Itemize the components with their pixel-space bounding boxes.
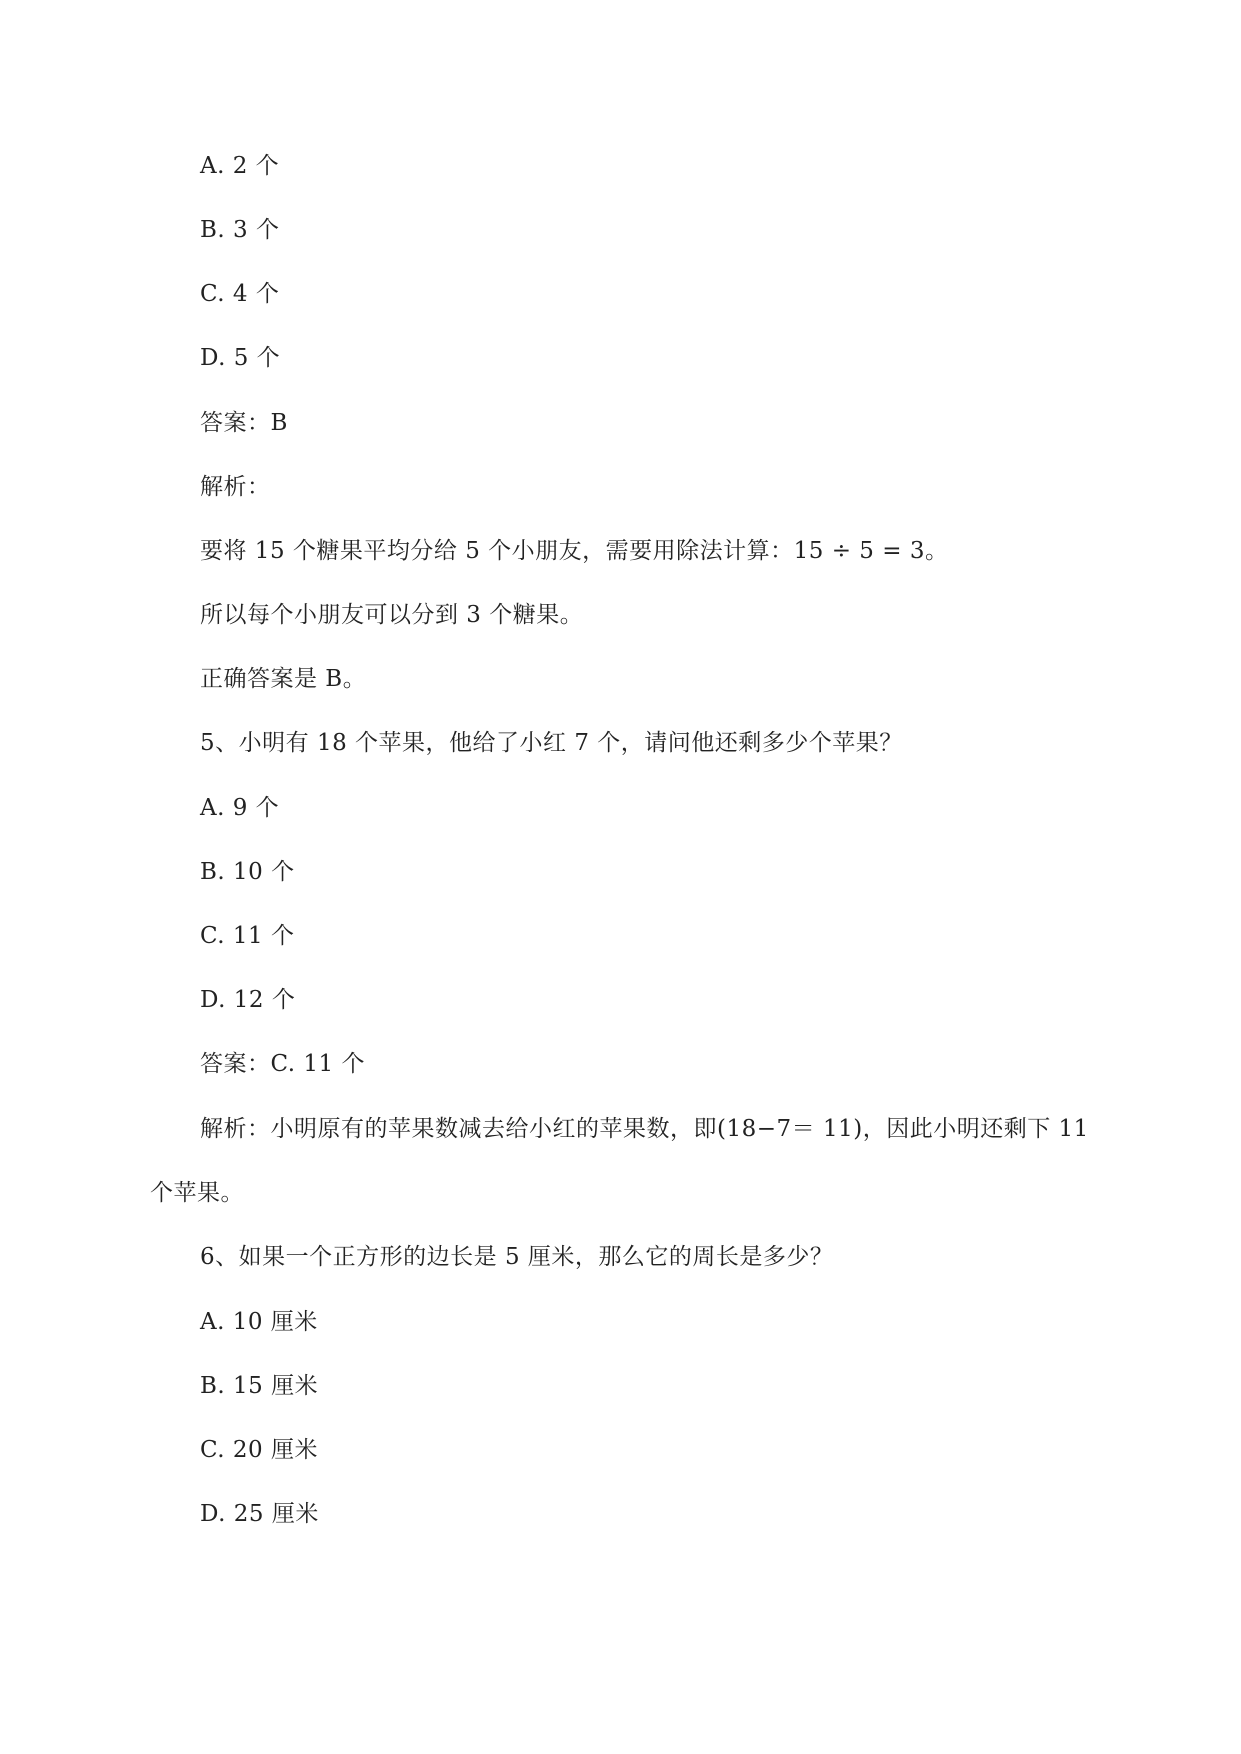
q4-analysis-line-1: 要将 15 个糖果平均分给 5 个小朋友，需要用除法计算：15 ÷ 5 = 3。 xyxy=(200,538,949,564)
q4-option-b: B. 3 个 xyxy=(200,217,280,243)
q6-question: 6、如果一个正方形的边长是 5 厘米，那么它的周长是多少？ xyxy=(200,1244,834,1270)
q4-analysis-line-3: 正确答案是 B。 xyxy=(200,666,367,692)
q5-question: 5、小明有 18 个苹果，他给了小红 7 个，请问他还剩多少个苹果？ xyxy=(200,730,903,756)
q6-option-b: B. 15 厘米 xyxy=(200,1373,319,1399)
q4-analysis-line-2: 所以每个小朋友可以分到 3 个糖果。 xyxy=(200,602,584,628)
q5-analysis-line-2: 个苹果。 xyxy=(150,1180,244,1206)
q5-option-c: C. 11 个 xyxy=(200,923,295,949)
q4-option-a: A. 2 个 xyxy=(200,153,280,179)
q4-analysis-label: 解析： xyxy=(200,474,271,500)
q6-option-d: D. 25 厘米 xyxy=(200,1501,319,1527)
q5-option-d: D. 12 个 xyxy=(200,987,296,1013)
q6-option-c: C. 20 厘米 xyxy=(200,1437,318,1463)
q5-option-b: B. 10 个 xyxy=(200,859,295,885)
q5-answer: 答案：C. 11 个 xyxy=(200,1051,365,1077)
q6-option-a: A. 10 厘米 xyxy=(200,1309,318,1335)
q5-analysis-line-1: 解析：小明原有的苹果数减去给小红的苹果数，即(18−7＝ 11)，因此小明还剩下 11 xyxy=(200,1116,1089,1142)
q4-option-d: D. 5 个 xyxy=(200,345,281,371)
q5-option-a: A. 9 个 xyxy=(200,795,280,821)
q4-answer: 答案：B xyxy=(200,410,288,436)
q4-option-c: C. 4 个 xyxy=(200,281,280,307)
